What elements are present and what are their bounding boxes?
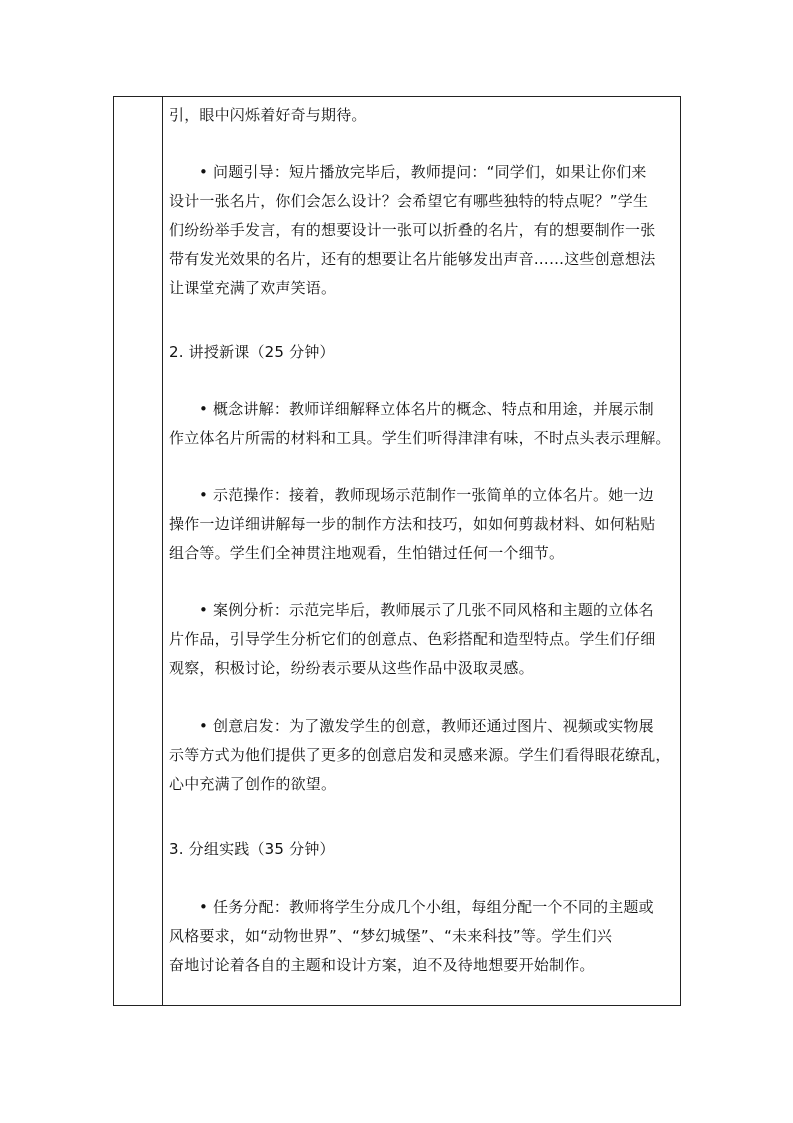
text-line: 心中充满了创作的欲望。 [169, 775, 337, 793]
text-line: 组合等。学生们全神贯注地观看，生怕错过任何一个细节。 [169, 544, 565, 562]
text-line: 3. 分组实践（35 分钟） [169, 840, 335, 858]
text-line: • 概念讲解：教师详细解释立体名片的概念、特点和用途，并展示制 [199, 400, 654, 418]
text-line: 片作品，引导学生分析它们的创意点、色彩搭配和造型特点。学生们仔细 [169, 630, 656, 648]
text-line: 2. 讲授新课（25 分钟） [169, 343, 335, 361]
text-line: 设计一张名片，你们会怎么设计？会希望它有哪些独特的特点呢？”学生 [169, 192, 649, 210]
paragraph-demonstration [169, 481, 680, 568]
table-content-cell [163, 97, 680, 1005]
text-line: 引，眼中闪烁着好奇与期待。 [169, 106, 367, 124]
section-heading-new-lesson [169, 338, 680, 367]
text-line: 们纷纷举手发言，有的想要设计一张可以折叠的名片，有的想要制作一张 [169, 221, 656, 239]
text-line: 作立体名片所需的材料和工具。学生们听得津津有味，不时点头表示理解。 [169, 429, 671, 447]
text-line: 操作一边详细讲解每一步的制作方法和技巧，如如何剪裁材料、如何粘贴 [169, 515, 656, 533]
text-line: • 任务分配：教师将学生分成几个小组，每组分配一个不同的主题或 [199, 898, 654, 916]
section-heading-group-practice [169, 835, 680, 864]
text-line: 奋地讨论着各自的主题和设计方案，迫不及待地想要开始制作。 [169, 956, 595, 974]
text-line: 风格要求，如“动物世界”、“梦幻城堡”、“未来科技”等。学生们兴 [169, 927, 613, 945]
paragraph-continuation [169, 101, 680, 130]
text-line: • 示范操作：接着，教师现场示范制作一张简单的立体名片。她一边 [199, 486, 654, 504]
paragraph-concept-explanation [169, 395, 680, 453]
lesson-table [113, 96, 681, 1006]
text-line: • 问题引导：短片播放完毕后，教师提问：“同学们，如果让你们来 [199, 163, 647, 181]
paragraph-creative-inspiration [169, 712, 680, 799]
text-line: • 案例分析：示范完毕后，教师展示了几张不同风格和主题的立体名 [199, 601, 654, 619]
text-line: 让课堂充满了欢声笑语。 [169, 279, 337, 297]
text-line: 示等方式为他们提供了更多的创意启发和灵感来源。学生们看得眼花缭乱， [169, 746, 671, 764]
text-line: 观察，积极讨论，纷纷表示要从这些作品中汲取灵感。 [169, 659, 534, 677]
paragraph-case-analysis [169, 596, 680, 683]
text-line: • 创意启发：为了激发学生的创意，教师还通过图片、视频或实物展 [199, 717, 654, 735]
text-line: 带有发光效果的名片，还有的想要让名片能够发出声音……这些创意想法 [169, 250, 656, 268]
paragraph-question-guide [169, 158, 680, 303]
paragraph-task-assignment [169, 893, 680, 980]
table-left-cell [114, 97, 163, 1005]
